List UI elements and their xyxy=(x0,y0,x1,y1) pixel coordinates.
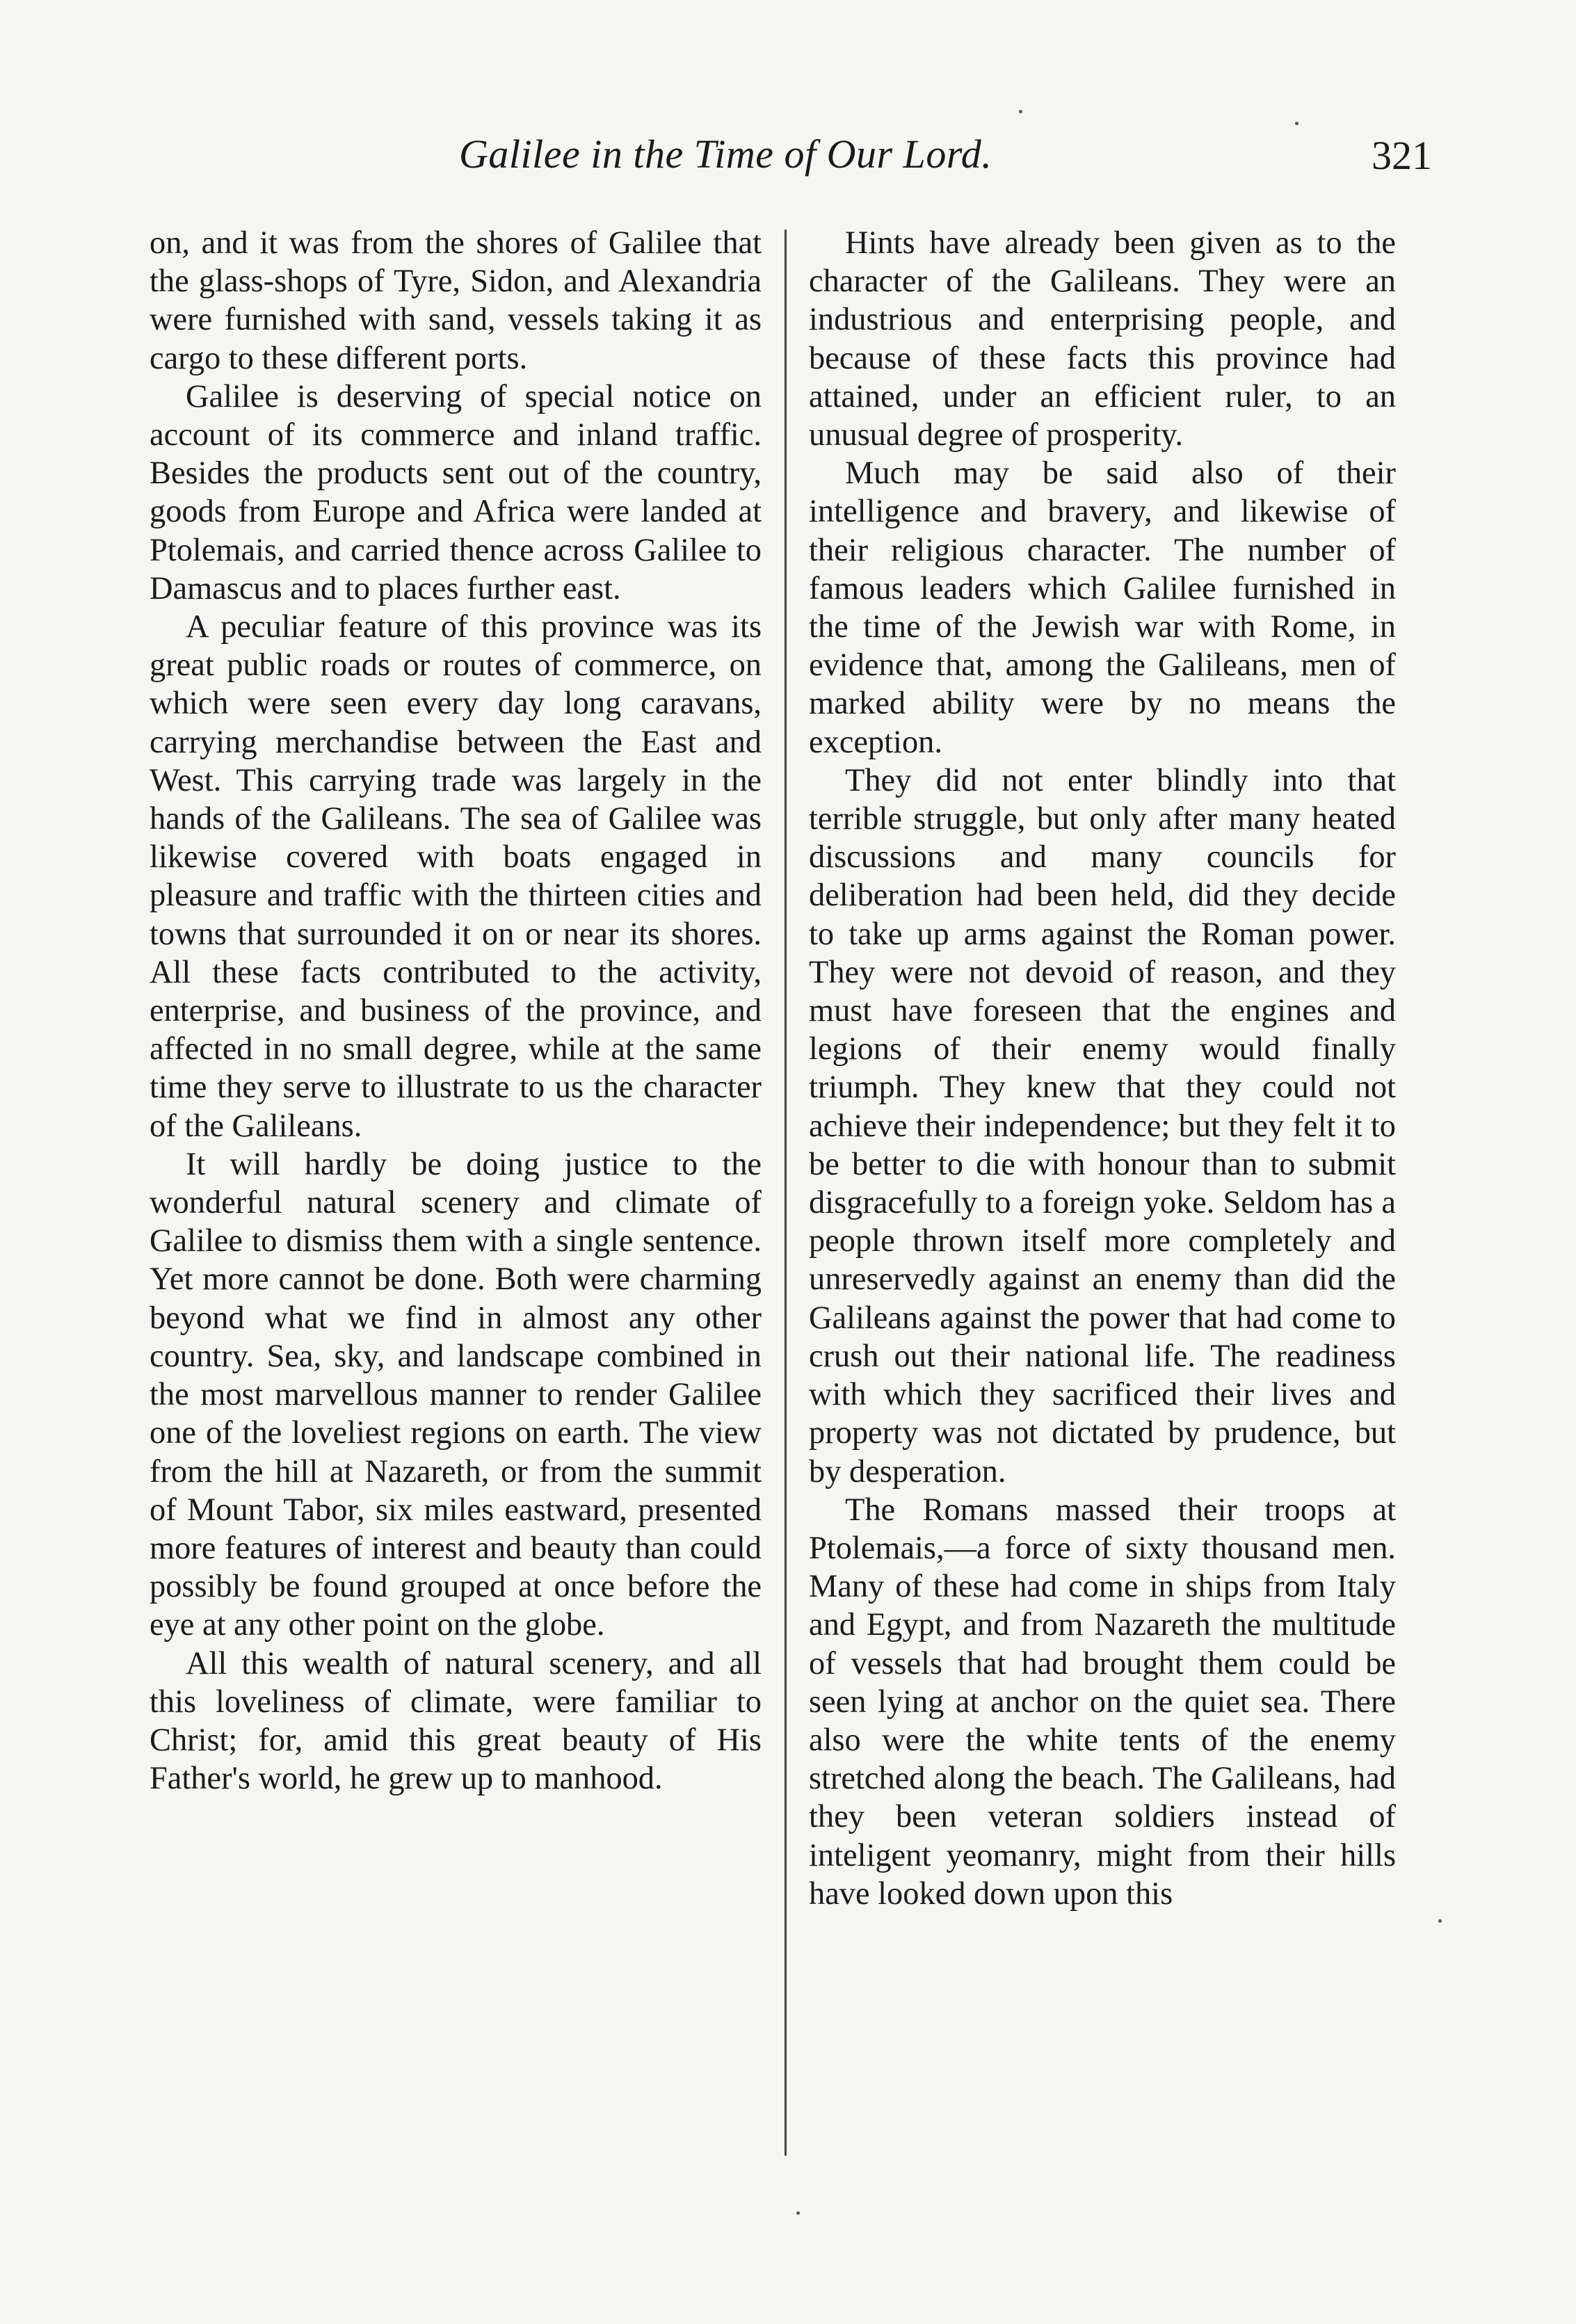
paragraph: Galilee is deserving of special notice on account of its commerce and inland traffic. Besides the products sent out of the country, goods from Europe and Africa were landed at Ptolemais, and carried thence across Galilee to Damascus and to places further east. xyxy=(150,378,762,606)
paragraph: All this wealth of natural scenery, and all this loveliness of climate, were familiar to Christ; for, amid this great beauty of His Father's world, he grew up to manhood. xyxy=(150,1645,762,1797)
paragraph: Hints have already been given as to the character of the Galileans. They were an industrious and enterprising people, and because of these facts this province had attained, under an efficient ruler, to an unusual degree of prosperity. xyxy=(809,225,1396,453)
column-divider xyxy=(785,229,787,2156)
print-speck xyxy=(1019,110,1022,113)
paragraph: A peculiar feature of this province was its great public roads or routes of commerce, on which were seen every day long caravans, carrying merchandise between the East and West. This carrying trade was largely in the hands of the Galileans. The sea of Galilee was likewise covered with boats engaged in pleasure and traffic with the thirteen cities and towns that surrounded it on or near its shores. All these facts contributed to the activity, enterprise, and business of the province, and affected in no small degree, while at the same time they serve to illustrate to us the character of the Galileans. xyxy=(150,609,762,1144)
left-column xyxy=(150,224,762,1798)
paragraph: The Romans massed their troops at Ptolemais,—a force of sixty thousand men. Many of these had come in ships from Italy and Egypt, and from Nazareth the multitude of vessels that had brought them could be seen lying at anchor on the quiet sea. There also were the white tents of the enemy stretched along the beach. The Galileans, had they been veteran soldiers instead of inteligent yeomanry, might from their hills have looked down upon this xyxy=(809,1492,1396,1912)
right-column xyxy=(809,224,1396,1913)
paragraph: on, and it was from the shores of Galilee that the glass-shops of Tyre, Sidon, and Alexandria were furnished with sand, vessels taking it as cargo to these different ports. xyxy=(150,225,762,376)
running-title: Galilee in the Time of Our Lord. xyxy=(459,131,992,177)
print-speck xyxy=(796,2211,800,2215)
paragraph: They did not enter blindly into that terrible struggle, but only after many heated discussions and many councils for deliberation had been held, did they decide to take up arms against the Roman power. They were not devoid of reason, and they must have foreseen that the engines and legions of their enemy would finally triumph. They knew that they could not achieve their independence; but they felt it to be better to die with honour than to submit disgracefully to a foreign yoke. Seldom has a people thrown itself more completely and unreservedly against an enemy than did the Galileans against the power that had come to crush out their national life. The readiness with which they sacrificed their lives and property was not dictated by prudence, but by desperation. xyxy=(809,762,1396,1490)
print-speck xyxy=(1438,1919,1442,1923)
paragraph: It will hardly be doing justice to the wonderful natural scenery and climate of Galilee to dismiss them with a single sentence. Yet more cannot be done. Both were charming beyond what we find in almost any other country. Sea, sky, and landscape combined in the most marvellous manner to render Galilee one of the loveliest regions on earth. The view from the hill at Nazareth, or from the summit of Mount Tabor, six miles eastward, presented more features of interest and beauty than could possibly be found grouped at once before the eye at any other point on the globe. xyxy=(150,1146,762,1643)
paragraph: Much may be said also of their intelligence and bravery, and likewise of their religious character. The number of famous leaders which Galilee furnished in the time of the Jewish war with Rome, in evidence that, among the Galileans, men of marked ability were by no means the exception. xyxy=(809,455,1396,760)
print-speck xyxy=(1295,122,1298,125)
page-number: 321 xyxy=(1372,133,1432,178)
